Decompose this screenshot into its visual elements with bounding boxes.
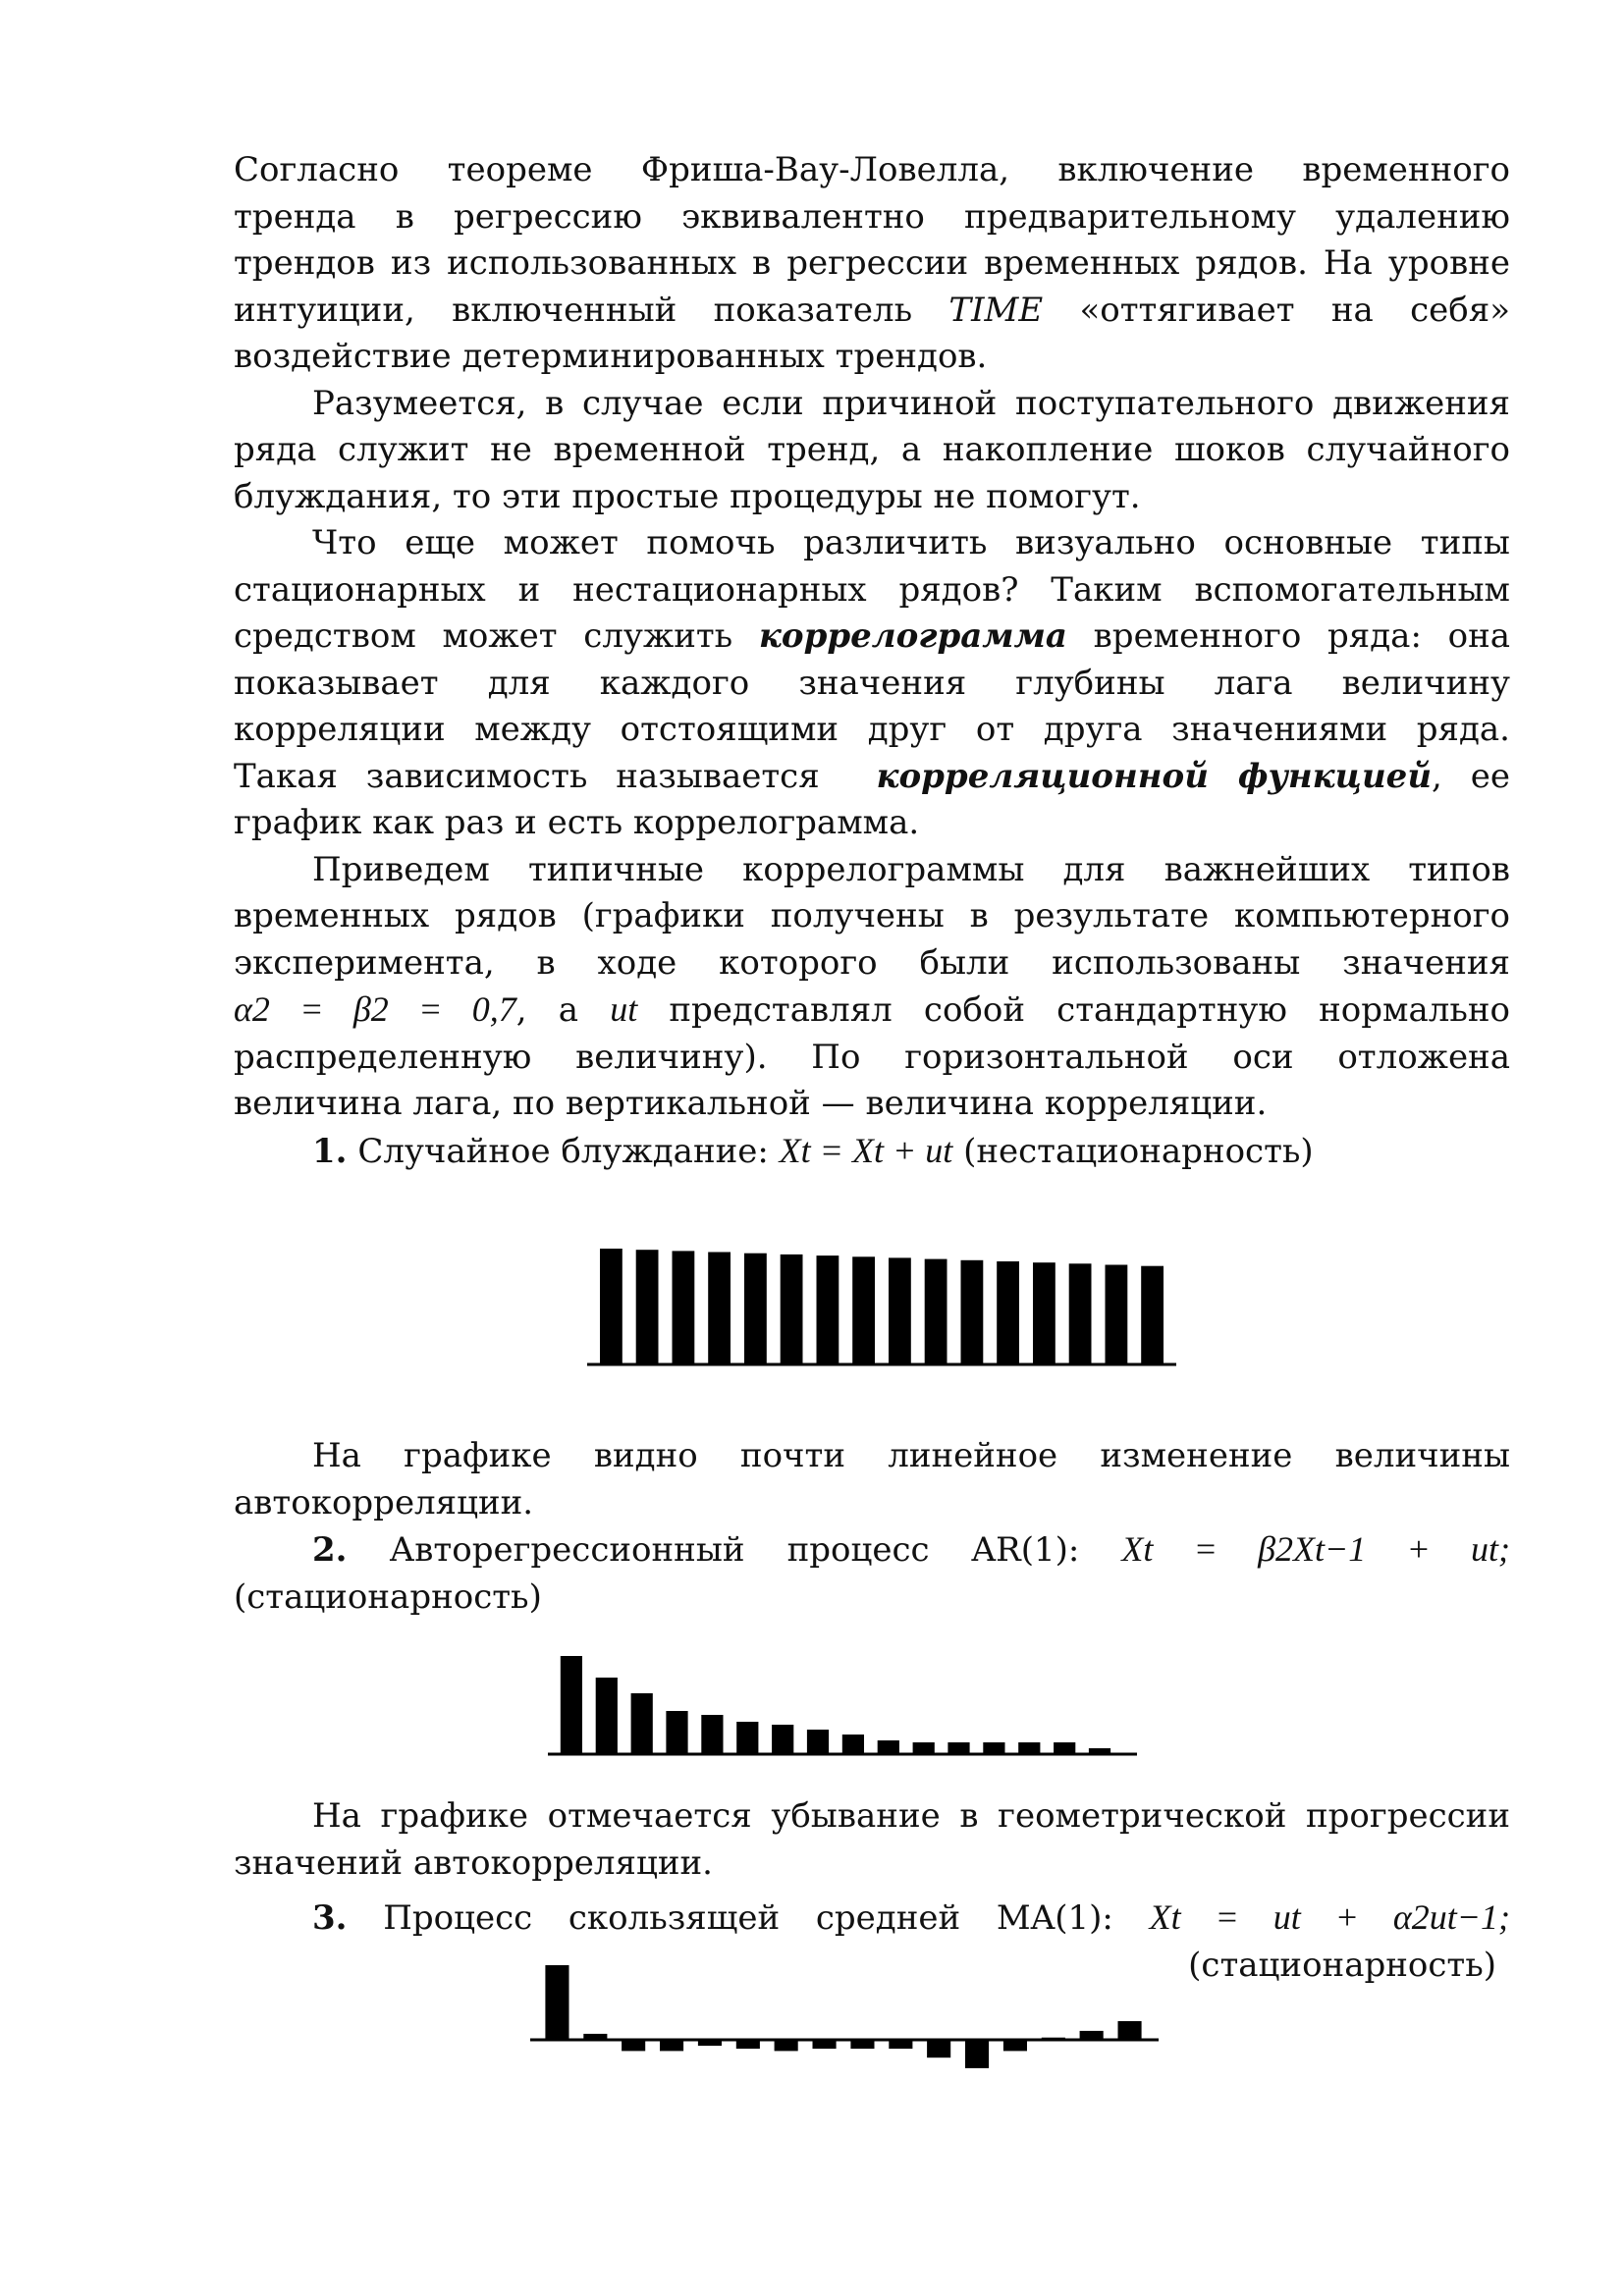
bar-lag-1 <box>600 1249 623 1364</box>
bar-lag-13 <box>1033 1262 1056 1364</box>
bar-lag-5 <box>701 1715 723 1754</box>
correlogram-random-walk <box>587 1209 1176 1406</box>
bar-lag-11 <box>961 1260 984 1364</box>
item-note: (нестационарность) <box>963 1131 1314 1171</box>
item-random-walk <box>234 1128 1510 1176</box>
formula-ma1: Xt = ut + α2ut−1; <box>1149 1897 1510 1937</box>
text-line: корреляции между отстоящими друг от друга значениями ряда. <box>234 710 1510 749</box>
text-line: тренда в регрессию эквивалентно предварительному удалению <box>234 196 1510 237</box>
bar-lag-5 <box>744 1254 767 1364</box>
bar-lag-16 <box>1118 2021 1142 2040</box>
bar-lag-13 <box>983 1742 1004 1754</box>
text-line: α2 = β2 = 0,7, а ut представлял собой стандартную нормально <box>234 989 1510 1030</box>
correlogram-ar1 <box>548 1650 1137 1768</box>
paragraph-typical-correlograms <box>234 847 1510 1128</box>
bar-lag-6 <box>736 1722 758 1754</box>
text-line: график как раз и есть коррелограмма. <box>234 803 920 842</box>
bar-lag-12 <box>965 2040 989 2068</box>
text-line: показывает для каждого значения глубины лага величину <box>234 663 1510 703</box>
term-correlogram: коррелограмма <box>758 616 1067 656</box>
text-line: Согласно теореме Фриша-Вау-Ловелла, включение временного <box>234 150 1510 189</box>
item-number: 1. <box>312 1131 348 1171</box>
bar-lag-8 <box>852 1256 875 1364</box>
text-line: стационарных и нестационарных рядов? Таким вспомогательным <box>234 569 1510 610</box>
text-line: Такая зависимость называется корреляционной функцией, ее <box>234 756 1510 796</box>
item-text: Случайное блуждание: <box>357 1131 769 1171</box>
paragraph-random-walk <box>234 381 1510 521</box>
item-ar1 <box>234 1526 1510 1621</box>
item-note: (стационарность) <box>1188 1945 1496 1985</box>
text-line: ряда служит не временной тренд, а накопление шоков случайного <box>234 430 1510 469</box>
text-line: интуиции, включенный показатель TIME «оттягивает на себя» <box>234 290 1510 330</box>
bar-lag-3 <box>622 2040 645 2051</box>
text-line: На графике отмечается убывание в геометрической прогрессии <box>312 1796 1510 1836</box>
text-line: распределенную величину). По горизонтальной оси отложена <box>234 1037 1510 1077</box>
bar-lag-1 <box>561 1656 582 1754</box>
text-line: эксперимента, в ходе которого были использованы значения <box>234 942 1510 983</box>
paragraph-after-chart2 <box>234 1793 1510 1887</box>
bar-lag-11 <box>927 2040 950 2057</box>
formula-random-walk: Xt = Xt + ut <box>779 1130 953 1170</box>
bar-lag-15 <box>1106 1265 1128 1365</box>
text-line: величина лага, по вертикальной — величина корреляции. <box>234 1084 1268 1123</box>
text-line: 2. Авторегрессионный процесс AR(1): Xt = β2Xt−1 + ut; <box>312 1529 1510 1570</box>
text-line: На графике видно почти линейное изменение величины <box>312 1436 1510 1475</box>
bar-lag-15 <box>1054 1742 1075 1754</box>
text-line: автокорреляции. <box>234 1482 534 1522</box>
formula-ar1: Xt = β2Xt−1 + ut; <box>1121 1529 1510 1569</box>
bar-lag-7 <box>817 1255 839 1364</box>
bar-lag-3 <box>673 1251 695 1364</box>
time-term: TIME <box>948 290 1044 330</box>
term-correlation-function: корреляционной функцией <box>876 756 1433 796</box>
bar-lag-2 <box>596 1678 618 1754</box>
item-note: (стационарность) <box>234 1576 542 1617</box>
paragraph-correlogram <box>234 520 1510 847</box>
text-line: Что еще может помочь различить визуально основные типы <box>312 523 1510 562</box>
bar-lag-10 <box>925 1259 947 1364</box>
text-line: значений автокорреляции. <box>234 1842 713 1883</box>
bar-lag-4 <box>708 1253 731 1365</box>
bar-lag-12 <box>997 1261 1019 1364</box>
bar-lag-9 <box>889 1257 911 1364</box>
text-line: 3. Процесс скользящей средней MA(1): Xt = ut + α2ut−1; <box>312 1897 1510 1938</box>
formula-ut: ut <box>610 989 638 1029</box>
bar-lag-13 <box>1003 2040 1027 2051</box>
bar-lag-7 <box>772 1725 793 1754</box>
bar-lag-14 <box>1018 1742 1040 1754</box>
text-line: средством может служить коррелограмма временного ряда: она <box>234 616 1510 656</box>
bar-lag-8 <box>807 1730 829 1754</box>
page-content <box>234 147 1510 2087</box>
bar-lag-4 <box>666 1711 687 1754</box>
bar-lag-12 <box>947 1742 969 1754</box>
bar-lag-9 <box>842 1735 864 1754</box>
bar-lag-3 <box>631 1693 653 1754</box>
bar-lag-7 <box>775 2040 798 2051</box>
bar-lag-10 <box>878 1740 899 1754</box>
bar-lag-11 <box>913 1742 935 1754</box>
correlogram-ma1 <box>530 1959 1159 2087</box>
bar-lag-1 <box>545 1965 568 2040</box>
paragraph-after-chart1 <box>234 1433 1510 1526</box>
paragraph-fwl <box>234 147 1510 381</box>
formula-alpha-beta: α2 = β2 = 0,7 <box>234 989 516 1029</box>
text-line: воздействие детерминированных трендов. <box>234 337 988 376</box>
text-line: Разумеется, в случае если причиной поступательного движения <box>312 383 1510 423</box>
bar-lag-16 <box>1141 1266 1164 1364</box>
text-line: временных рядов (графики получены в результате компьютерного <box>234 896 1510 935</box>
text-line: блуждания, то эти простые процедуры не помогут. <box>234 476 1141 516</box>
text-line: трендов из использованных в регрессии временных рядов. На уровне <box>234 243 1510 283</box>
bar-lag-6 <box>781 1255 803 1364</box>
bar-lag-14 <box>1069 1263 1092 1364</box>
text-line: Приведем типичные коррелограммы для важнейших типов <box>312 849 1510 889</box>
bar-lag-4 <box>660 2040 683 2051</box>
bar-lag-2 <box>636 1250 659 1364</box>
